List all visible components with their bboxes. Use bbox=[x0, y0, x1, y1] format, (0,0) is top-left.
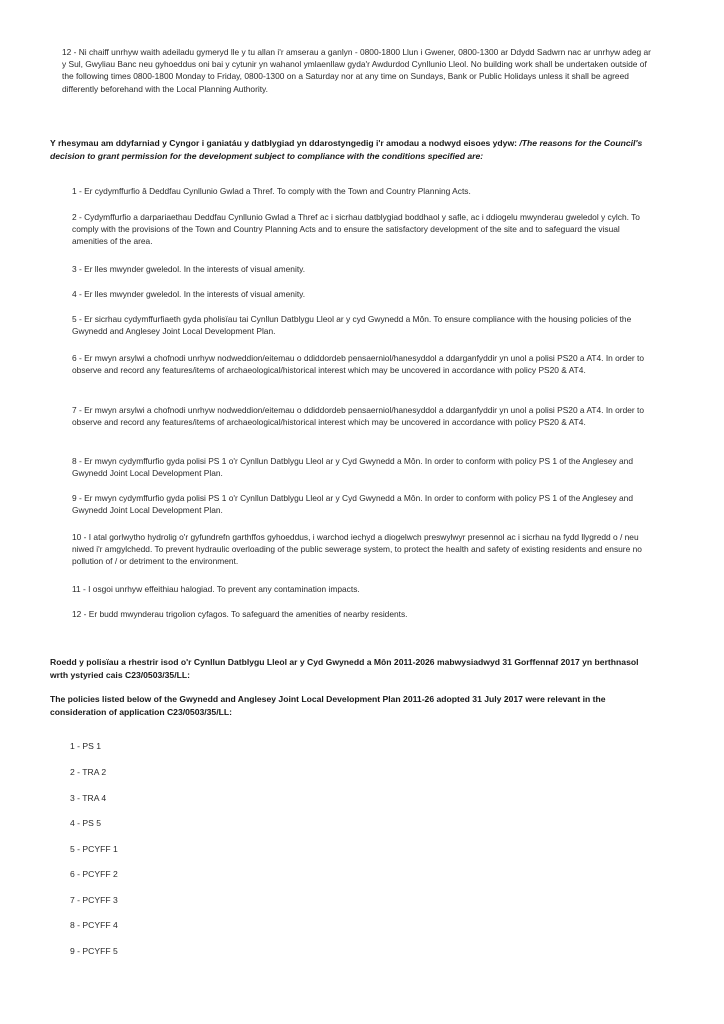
reason-item: 3 - Er lles mwynder gweledol. In the interests of visual amenity. bbox=[72, 264, 306, 274]
policy-item: 7 - PCYFF 3 bbox=[70, 895, 118, 905]
policy-item: 3 - TRA 4 bbox=[70, 793, 107, 803]
policy-item: 4 - PS 5 bbox=[70, 818, 102, 828]
reason-item: 9 - Er mwyn cydymffurfio gyda polisi PS 1 o'r Cynllun Datblygu Lleol ar y Cyd Gwynedd a Môn. In order to conform with policy PS 1 of the Anglesey and Gwynedd Joint Local Development Plan. bbox=[72, 493, 633, 516]
policy-item: 1 - PS 1 bbox=[70, 741, 102, 751]
reason-item: 4 - Er lles mwynder gweledol. In the interests of visual amenity. bbox=[72, 289, 306, 299]
reason-item: 11 - I osgoi unrhyw effeithiau halogiad. To prevent any contamination impacts. bbox=[72, 584, 360, 594]
reasons-heading-english: /The reasons for the Council's decision to grant permission for the development subject to compliance with the conditions specified are: bbox=[50, 138, 643, 161]
policy-item: 6 - PCYFF 2 bbox=[70, 869, 118, 879]
policies-heading-english: The policies listed below of the Gwynedd and Anglesey Joint Local Development Plan 2011-26 adopted 31 July 2017 were relevant in the consideration of application C23/0503/35/LL: bbox=[50, 694, 606, 717]
policy-item: 9 - PCYFF 5 bbox=[70, 946, 118, 956]
reason-item: 7 - Er mwyn arsylwi a chofnodi unrhyw nodweddion/eitemau o ddiddordeb pensaerniol/hanesyddol a ddarganfyddir yn unol a polisi PS20 a AT4. In order to observe and record any features/items of archaeological/historical interest which may be uncovered in accordance with policy PS20 & AT4. bbox=[72, 405, 645, 428]
policy-item: 5 - PCYFF 1 bbox=[70, 844, 118, 854]
policies-heading-welsh: Roedd y polisïau a rhestrir isod o'r Cynllun Datblygu Lleol ar y Cyd Gwynedd a Môn 2011-2026 mabwysiadwyd 31 Gorffennaf 2017 yn berthnasol wrth ystyried cais C23/0503/35/LL: bbox=[50, 657, 639, 680]
reason-item: 6 - Er mwyn arsylwi a chofnodi unrhyw nodweddion/eitemau o ddiddordeb pensaerniol/hanesyddol a ddarganfyddir yn unol a polisi PS20 a AT4. In order to observe and record any features/items of archaeological/historical interest which may be uncovered in accordance with policy PS20 & AT4. bbox=[72, 353, 645, 376]
intro-condition: 12 - Ni chaiff unrhyw waith adeiladu gymeryd lle y tu allan i'r amserau a ganlyn - 0800-1800 Llun i Gwener, 0800-1300 ar Ddydd Sadwrn nac ar unrhyw adeg ar y Sul, Gwyliau Banc neu gyhoeddus oni bai y cytunir yn wahanol ymlaenllaw gyda'r Awdurdod Cynllunio Lleol. No building work shall be undertaken outside of the following times 0800-1800 Monday to Friday, 0800-1300 on a Saturday nor at any time on Sundays, Bank or Public Holidays unless it shall be agreed differently beforehand with the Local Planning Authority. bbox=[62, 47, 651, 94]
policy-item: 8 - PCYFF 4 bbox=[70, 920, 118, 930]
reason-item: 2 - Cydymffurfio a darpariaethau Deddfau Cynllunio Gwlad a Thref ac i sicrhau datblygiad boddhaol y safle, ac i ddiogelu mwynderau gweledol y cylch. To comply with the provisions of the Town and Country Planning Acts and to ensure the satisfactory development of the site and to safeguard the visual amenities of the area. bbox=[72, 212, 640, 247]
reason-item: 8 - Er mwyn cydymffurfio gyda polisi PS 1 o'r Cynllun Datblygu Lleol ar y Cyd Gwynedd a Môn. In order to conform with policy PS 1 of the Anglesey and Gwynedd Joint Local Development Plan. bbox=[72, 456, 633, 479]
reason-item: 5 - Er sicrhau cydymffurfiaeth gyda pholisïau tai Cynllun Datblygu Lleol ar y cyd Gwynedd a Môn. To ensure compliance with the housing policies of the Gwynedd and Anglesey Joint Local Development Plan. bbox=[72, 314, 632, 337]
reason-item: 1 - Er cydymffurfio â Deddfau Cynllunio Gwlad a Thref. To comply with the Town and Country Planning Acts. bbox=[72, 186, 471, 196]
policy-item: 2 - TRA 2 bbox=[70, 767, 107, 777]
reason-item: 10 - I atal gorlwytho hydrolig o'r gyfundrefn garthffos gyhoeddus, i warchod iechyd a diogelwch preswylwyr presennol ac i sicrhau na fydd llygredd o / neu niwed i'r amgylchedd. To prevent hydraulic overloading of the public sewerage system, to protect the health and safety of existing residents and ensure no pollution of / or detriment to the environment. bbox=[72, 532, 642, 567]
reasons-heading bbox=[50, 137, 654, 162]
reason-item: 12 - Er budd mwynderau trigolion cyfagos. To safeguard the amenities of nearby residents. bbox=[72, 609, 408, 619]
reasons-heading-welsh: Y rhesymau am ddyfarniad y Cyngor i ganiatáu y datblygiad yn ddarostyngedig i'r amodau a nodwyd eisoes ydyw: bbox=[50, 138, 518, 148]
